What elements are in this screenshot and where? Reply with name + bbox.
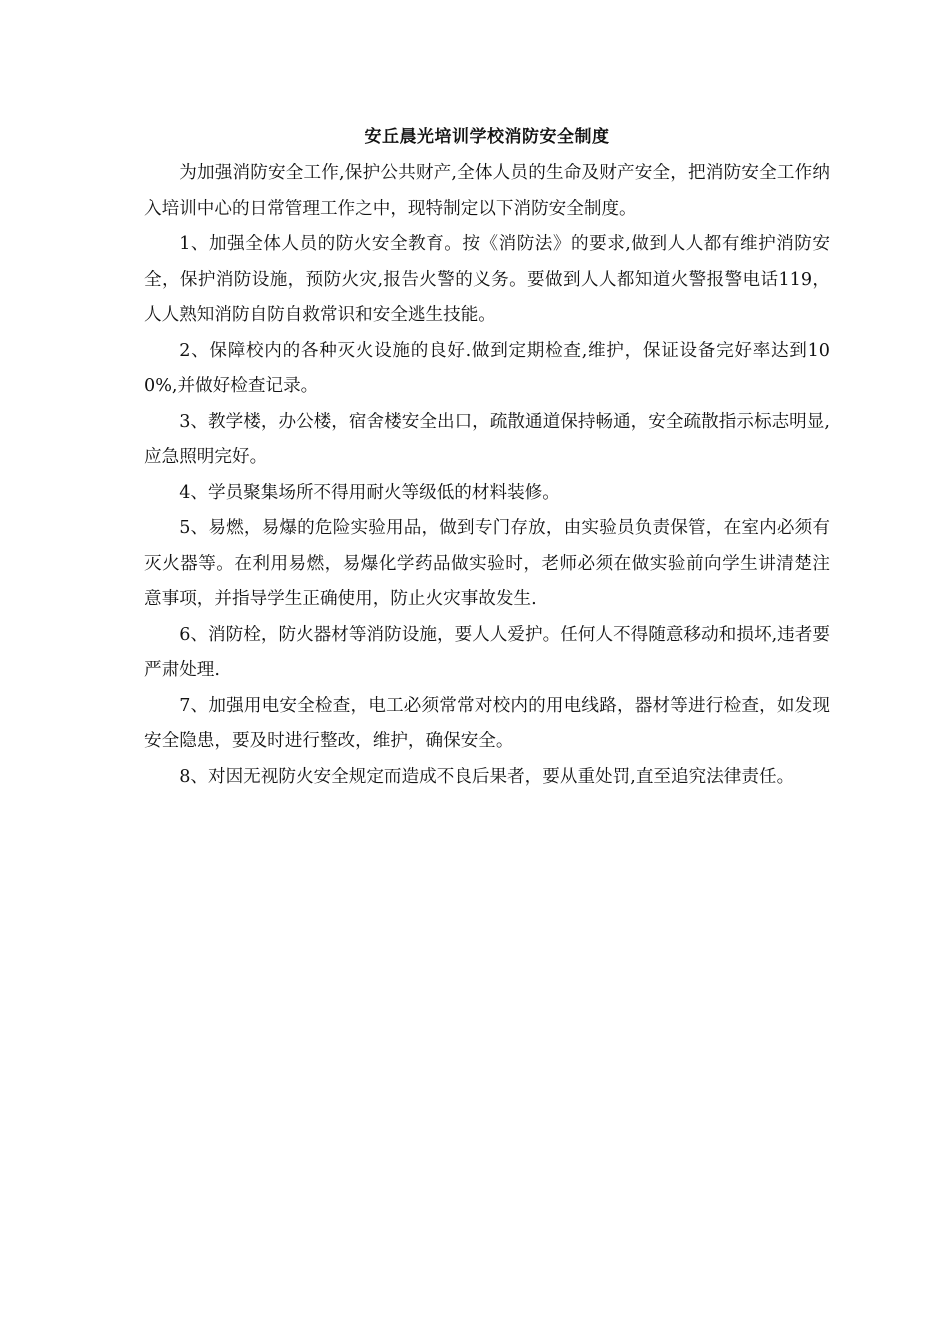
paragraph-rule-2: 2、保障校内的各种灭火设施的良好.做到定期检查,维护，保证设备完好率达到100%,并做好检查记录。	[144, 340, 830, 396]
paragraph-rule-7: 7、加强用电安全检查，电工必须常常对校内的用电线路，器材等进行检查，如发现安全隐患，要及时进行整改，维护，确保安全。	[144, 695, 830, 751]
document-title: 安丘晨光培训学校消防安全制度	[364, 127, 610, 147]
paragraph-rule-4: 4、学员聚集场所不得用耐火等级低的材料装修。	[179, 482, 560, 503]
document-body	[144, 122, 830, 795]
paragraph-rule-3: 3、教学楼，办公楼，宿舍楼安全出口，疏散通道保持畅通，安全疏散指示标志明显,应急照明完好。	[144, 411, 830, 467]
paragraph-rule-1: 1、加强全体人员的防火安全教育。按《消防法》的要求,做到人人都有维护消防安全，保护消防设施，预防火灾,报告火警的义务。要做到人人都知道火警报警电话119，人人熟知消防自防自救常识和安全逃生技能。	[144, 234, 830, 325]
paragraph-rule-5: 5、易燃，易爆的危险实验用品，做到专门存放，由实验员负责保管，在室内必须有灭火器等。在利用易燃，易爆化学药品做实验时，老师必须在做实验前向学生讲清楚注意事项，并指导学生正确使用，防止火灾事故发生.	[144, 518, 830, 609]
paragraph-rule-6: 6、消防栓，防火器材等消防设施，要人人爱护。任何人不得随意移动和损坏,违者要严肃处理.	[144, 624, 830, 680]
paragraph-rule-8: 8、对因无视防火安全规定而造成不良后果者，要从重处罚,直至追究法律责任。	[179, 766, 795, 787]
paragraph-intro: 为加强消防安全工作,保护公共财产,全体人员的生命及财产安全，把消防安全工作纳入培训中心的日常管理工作之中，现特制定以下消防安全制度。	[144, 163, 830, 219]
